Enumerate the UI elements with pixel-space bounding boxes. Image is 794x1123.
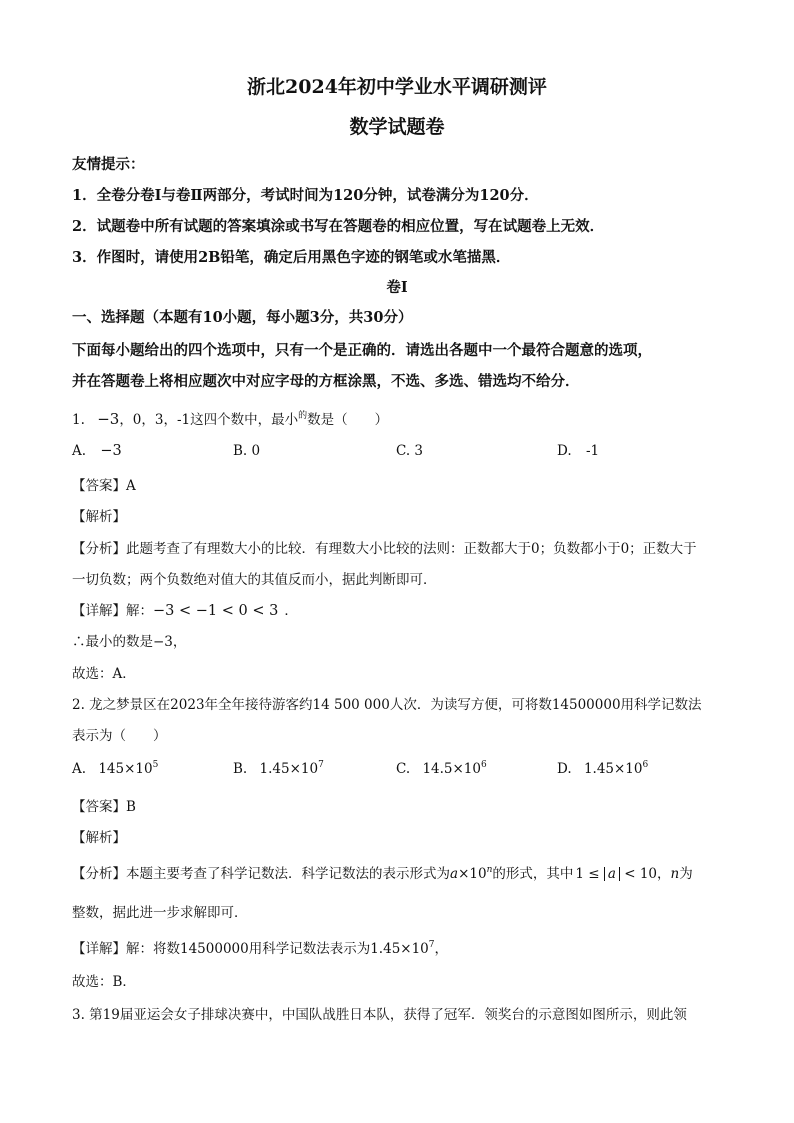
abs-a: a [604,867,620,881]
answer-tag: 【答案】 [72,799,126,815]
comma: ， [657,866,671,882]
option-c[interactable] [396,760,487,777]
option-d[interactable] [557,760,648,777]
math-a: a [450,866,459,882]
detail-line [72,937,722,957]
detail-end: ． [284,603,298,619]
fenxi-text: 本题主要考查了科学记数法．科学记数法的表示形式为 [126,866,450,882]
exponent: 6 [481,760,487,770]
math-n-exp: n [486,865,493,875]
option-a[interactable] [72,443,122,459]
analysis-tag: 【解析】 [72,509,126,525]
detail-line [72,599,722,619]
option-a[interactable] [72,760,158,777]
option-c[interactable]: C. 3 [396,443,424,459]
section-instruction: 下面每小题给出的四个选项中，只有一个是正确的．请选出各题中一个最符合题意的选项， [72,342,652,359]
math-neg3: −3 [97,410,120,428]
option-label: A. [72,761,87,777]
question-number: 1. [72,412,85,428]
option-d[interactable] [557,443,599,459]
stem-text: ，0，3，-1这四个数中，最小 [119,412,299,428]
answer-line [72,474,722,494]
option-b[interactable] [233,760,324,777]
fenxi-line [72,537,722,557]
stem-end: 数是（ ） [307,412,389,428]
page-title: 浙北2024年初中学业水平调研测评 [247,76,547,98]
detail-tag: 【详解】 [72,603,126,619]
answer-tag: 【答案】 [72,478,126,494]
detail-prefix: 解： [126,603,153,619]
detail-text: 解：将数14500000用科学记数法表示为 [126,941,371,957]
tip-item: 2．试题卷中所有试题的答案填涂或书写在答题卷的相应位置，写在试题卷上无效． [72,218,605,235]
tips-heading: 友情提示： [72,156,145,173]
fenxi-line-2: 整数，据此进一步求解即可． [72,905,248,921]
fenxi-text: 此题考查了有理数大小的比较．有理数大小比较的法则：正数都大于0；负数都小于0；正数大于 [126,541,697,557]
answer-value: B [126,799,136,815]
section-instruction: 并在答题卷上将相应题次中对应字母的方框涂黑，不选、多选、错选均不给分． [72,373,580,390]
tip-item: 1．全卷分卷Ⅰ与卷Ⅱ两部分，考试时间为120分钟，试卷满分为120分． [72,187,539,204]
therefore-line: ∴最小的数是−3， [72,634,187,650]
page-subtitle: 数学试题卷 [349,116,445,138]
fenxi-tag: 【分析】 [72,541,126,557]
option-label: C. [396,761,411,777]
ineq-left: 1 ≤ [575,866,600,882]
option-value: 14.5×10 [422,761,481,777]
option-b[interactable]: B. 0 [233,443,261,459]
question-2-stem: 2. 龙之梦景区在2023年全年接待游客约14 500 000人次．为读写方便，可将数14500000用科学记数法 [72,697,702,713]
detail-tag: 【详解】 [72,941,126,957]
answer-line [72,795,722,815]
stem-small: 的 [298,411,308,421]
option-value: 145×10 [98,761,153,777]
option-label: A. [72,443,87,459]
fenxi-mid: 的形式，其中 [492,866,574,882]
option-label: D. [557,761,572,777]
choose-line: 故选：A． [72,666,136,682]
ineq-right: < 10 [624,866,657,882]
option-value: -1 [585,443,600,459]
exponent: 6 [642,760,649,770]
volume-label: 卷Ⅰ [386,279,408,296]
analysis-tag: 【解析】 [72,830,126,846]
fenxi-line [72,862,722,882]
fenxi-tag: 【分析】 [72,866,126,882]
question-3-stem: 3. 第19届亚运会女子排球决赛中，中国队战胜日本队，获得了冠军．领奖台的示意图如图所示，则此领 [72,1007,687,1023]
question-2-stem-2: 表示为（ ） [72,728,167,744]
choose-line: 故选：B． [72,974,136,990]
tip-item: 3．作图时，请使用2B铅笔，确定后用黑色字迹的钢笔或水笔描黑． [72,249,511,266]
option-value: −3 [100,443,122,459]
wei-text: 为 [679,866,693,882]
detail-math: 1.45×10 [370,941,429,957]
section-heading: 一、选择题（本题有10小题，每小题3分，共30分） [72,309,413,326]
detail-end: ， [434,941,449,957]
math-times: ×10 [458,866,487,882]
question-1-stem [72,408,722,428]
answer-value: A [126,478,136,494]
detail-math: −3 < −1 < 0 < 3 [153,603,279,619]
exponent: 7 [428,940,435,950]
option-label: D. [557,443,572,459]
fenxi-line-2: 一切负数；两个负数绝对值大的其值反而小，据此判断即可． [72,572,437,588]
exponent: 7 [318,760,324,770]
exponent: 5 [152,760,159,770]
option-value: 1.45×10 [583,761,643,777]
math-n: n [670,866,680,882]
option-value: 1.45×10 [259,761,319,777]
option-label: B. [233,761,248,777]
